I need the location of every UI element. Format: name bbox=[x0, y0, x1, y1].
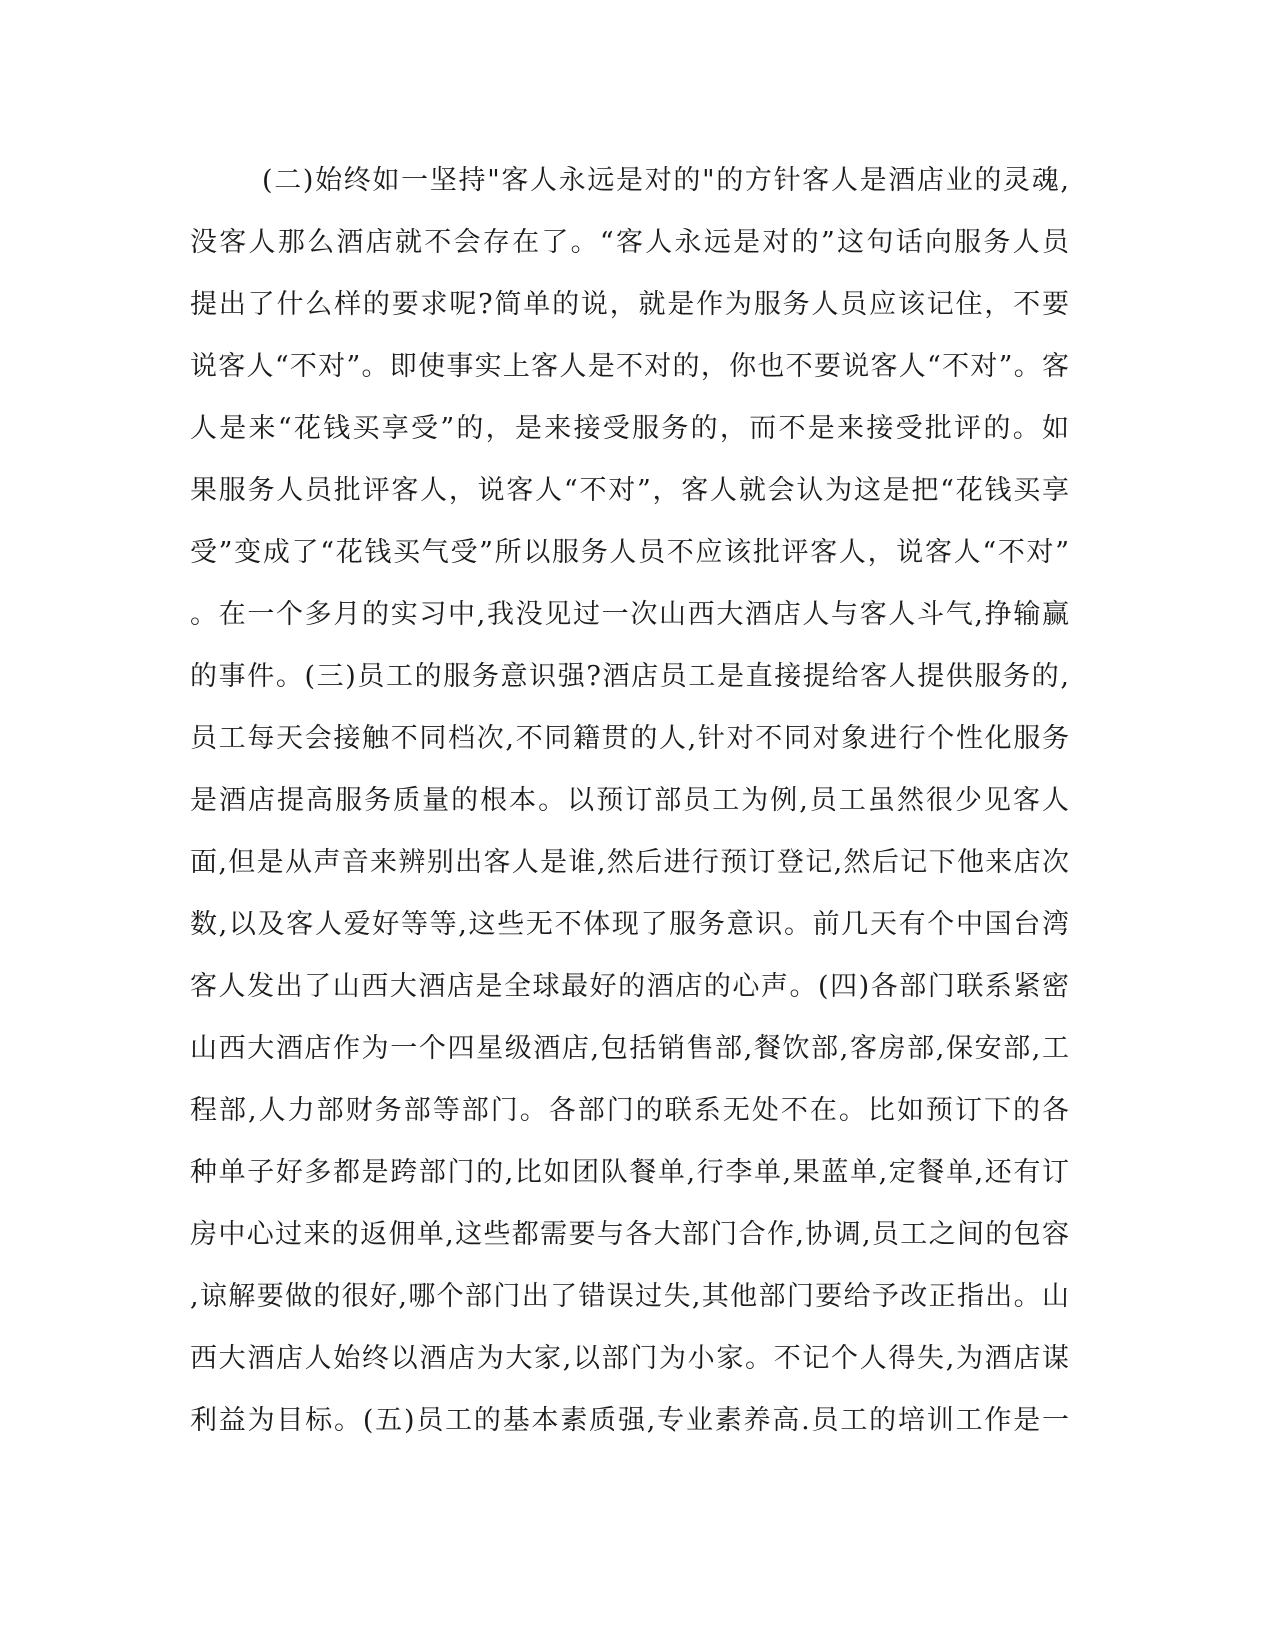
text-line: 的事件。(三)员工的服务意识强?酒店员工是直接提给客人提供服务的, bbox=[190, 661, 1070, 692]
text-line: 是酒店提高服务质量的根本。以预订部员工为例,员工虽然很少见客人 bbox=[190, 785, 1070, 816]
text-line: 房中心过来的返佣单,这些都需要与各大部门合作,协调,员工之间的包容 bbox=[190, 1219, 1070, 1250]
text-line: 程部,人力部财务部等部门。各部门的联系无处不在。比如预订下的各 bbox=[190, 1095, 1070, 1126]
body-paragraph bbox=[190, 150, 1070, 1452]
text-line: 果服务人员批评客人，说客人“不对”，客人就会认为这是把“花钱买享 bbox=[190, 475, 1070, 506]
text-line: 数,以及客人爱好等等,这些无不体现了服务意识。前几天有个中国台湾 bbox=[190, 909, 1070, 940]
text-line: 没客人那么酒店就不会存在了。“客人永远是对的”这句话向服务人员 bbox=[190, 227, 1070, 258]
text-line: 受”变成了“花钱买气受”所以服务人员不应该批评客人，说客人“不对” bbox=[190, 537, 1070, 568]
text-line: (二)始终如一坚持"客人永远是对的"的方针客人是酒店业的灵魂, bbox=[262, 165, 1070, 196]
text-line: ,谅解要做的很好,哪个部门出了错误过失,其他部门要给予改正指出。山 bbox=[190, 1281, 1070, 1312]
text-line: 山西大酒店作为一个四星级酒店,包括销售部,餐饮部,客房部,保安部,工 bbox=[190, 1033, 1070, 1064]
text-line: 西大酒店人始终以酒店为大家,以部门为小家。不记个人得失,为酒店谋 bbox=[190, 1343, 1070, 1374]
text-line: 客人发出了山西大酒店是全球最好的酒店的心声。(四)各部门联系紧密 bbox=[190, 971, 1070, 1002]
text-line: 提出了什么样的要求呢?简单的说，就是作为服务人员应该记住，不要 bbox=[190, 289, 1070, 320]
text-line: 人是来“花钱买享受”的，是来接受服务的，而不是来接受批评的。如 bbox=[190, 413, 1070, 444]
text-line: 说客人“不对”。即使事实上客人是不对的，你也不要说客人“不对”。客 bbox=[190, 351, 1070, 382]
text-line: 种单子好多都是跨部门的,比如团队餐单,行李单,果蓝单,定餐单,还有订 bbox=[190, 1157, 1070, 1188]
text-line: 面,但是从声音来辨别出客人是谁,然后进行预订登记,然后记下他来店次 bbox=[190, 847, 1070, 878]
text-line: 利益为目标。(五)员工的基本素质强,专业素养高.员工的培训工作是一 bbox=[190, 1405, 1070, 1436]
text-line: 员工每天会接触不同档次,不同籍贯的人,针对不同对象进行个性化服务 bbox=[190, 723, 1070, 754]
text-line: 。在一个多月的实习中,我没见过一次山西大酒店人与客人斗气,挣输赢 bbox=[190, 599, 1070, 630]
